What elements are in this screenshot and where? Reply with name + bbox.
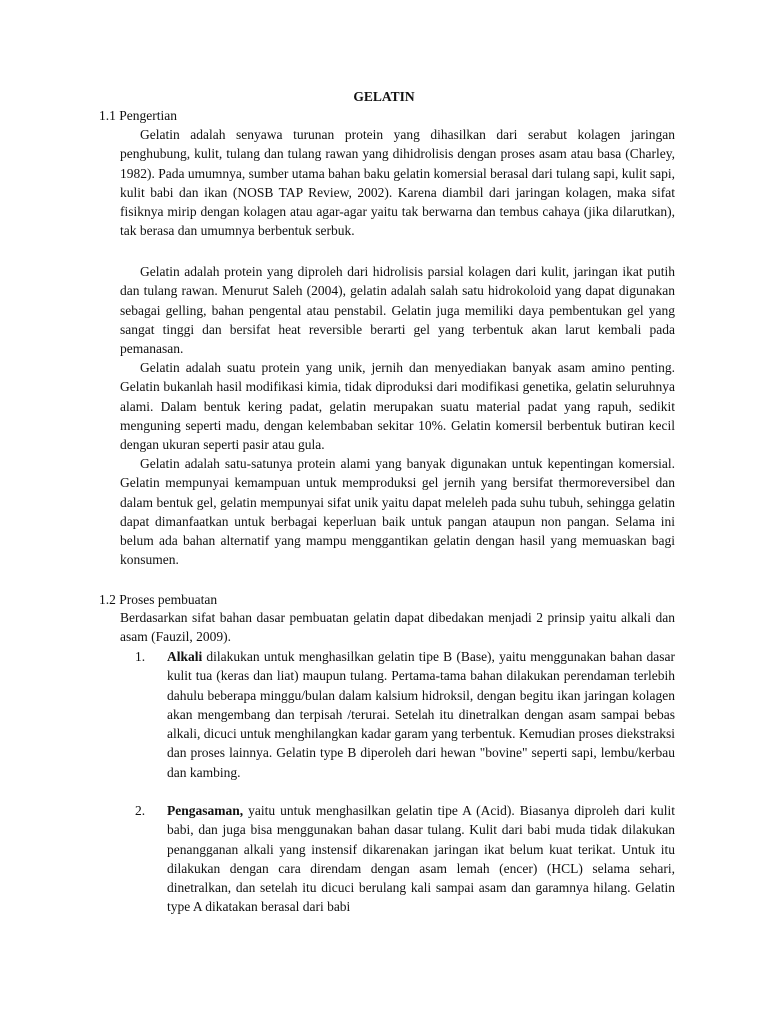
section-heading-proses: 1.2 Proses pembuatan [99, 592, 218, 607]
paragraph-definition-1: Gelatin adalah senyawa turunan protein yang dihasilkan dari serabut kolagen jaringan penghubung, kulit, tulang dan tulang rawan yang dihidrolisis dengan proses asam atau basa (Charley, 1982). Pada umumnya, sumber utama bahan baku gelatin komersial berasal dari tulang sapi, kulit sapi, kulit babi dan ikan (NOSB TAP Review, 2002). Karena diambil dari jaringan kolagen, maka sifat fisiknya mirip dengan kolagen atau agar-agar yaitu tak berwarna dan tembus cahaya (jika dilarutkan), tak berasa dan umumnya berbentuk serbuk. [120, 127, 675, 239]
list-number: 1. [135, 649, 146, 664]
section-heading-pengertian: 1.1 Pengertian [99, 108, 177, 123]
list-item-text: dilakukan untuk menghasilkan gelatin tipe B (Base), yaitu menggunakan bahan dasar kulit tua (keras dan liat) maupun tulang. Pertama-tama bahan dilakukan perendaman terlebih dahulu beberapa minggu/bulan dalam kalsium hidroksil, dengan begitu ikan jaringan kolagen akan mengembang dan terpisah /terurai. Setelah itu dinetralkan dengan asam sampai bebas alkali, dicuci untuk menghilangkan kadar garam yang terbentuk. Kemudian proses diekstraksi dan proses lainnya. Gelatin type B diperoleh dari hewan "bovine" seperti sapi, lembu/kerbau dan kambing. [167, 649, 675, 780]
paragraph-process-intro: Berdasarkan sifat bahan dasar pembuatan gelatin dapat dibedakan menjadi 2 prinsip yaitu alkali dan asam (Fauzil, 2009). [120, 610, 675, 645]
paragraph-definition-4: Gelatin adalah satu-satunya protein alami yang banyak digunakan untuk kepentingan komersial. Gelatin mempunyai kemampuan untuk memproduksi gel jernih yang bersifat thermoreversibel dan dalam bentuk gel, gelatin mempunyai sifat unik yaitu dapat meleleh pada suhu tubuh, sehingga gelatin dapat dimanfaatkan untuk berbagai keperluan baik untuk pangan ataupun non pangan. Selama ini belum ada bahan alternatif yang mampu menggantikan gelatin dengan hasil yang memuaskan bagi konsumen. [120, 456, 675, 568]
list-item-term: Alkali [167, 649, 203, 664]
paragraph-definition-3: Gelatin adalah suatu protein yang unik, jernih dan menyediakan banyak asam amino penting. Gelatin bukanlah hasil modifikasi kimia, tidak diproduksi dari modifikasi genetika, gelatin seluruhnya alami. Dalam bentuk kering padat, gelatin merupakan suatu material padat yang rapuh, sedikit menguning seperti madu, dengan kelembaban sekitar 10%. Gelatin komersil berbentuk butiran kecil dengan ukuran seperti pasir atau gula. [120, 360, 675, 453]
list-item-text: yaitu untuk menghasilkan gelatin tipe A (Acid). Biasanya diproleh dari kulit babi, dan juga bisa menggunakan bahan dasar tulang. Kulit dari babi muda tidak dilakukan penangganan alkali yang instensif dikarenakan jaringan ikat belum kuat terikat. Untuk itu dilakukan dengan cara direndam dengan asam lemah (encer) (HCL) selama sehari, dinetralkan, dan setelah itu dicuci berulang kali sampai asam dan garamnya hilang. Gelatin type A dikatakan berasal dari babi [167, 803, 675, 915]
list-item-body [167, 801, 675, 917]
paragraph-definition-2: Gelatin adalah protein yang diproleh dari hidrolisis parsial kolagen dari kulit, jaringan ikat putih dan tulang rawan. Menurut Saleh (2004), gelatin adalah salah satu hidrokoloid yang dapat digunakan sebagai gelling, bahan pengental atau penstabil. Gelatin juga memiliki daya pembentukan gel yang sangat tinggi dan bersifat heat reversible berarti gel yang terbentuk akan larut kembali pada pemanasan. [120, 264, 675, 357]
list-number: 2. [135, 803, 146, 818]
document-title: GELATIN [353, 89, 415, 104]
list-item-term: Pengasaman, [167, 803, 244, 818]
list-item-body [167, 647, 675, 782]
